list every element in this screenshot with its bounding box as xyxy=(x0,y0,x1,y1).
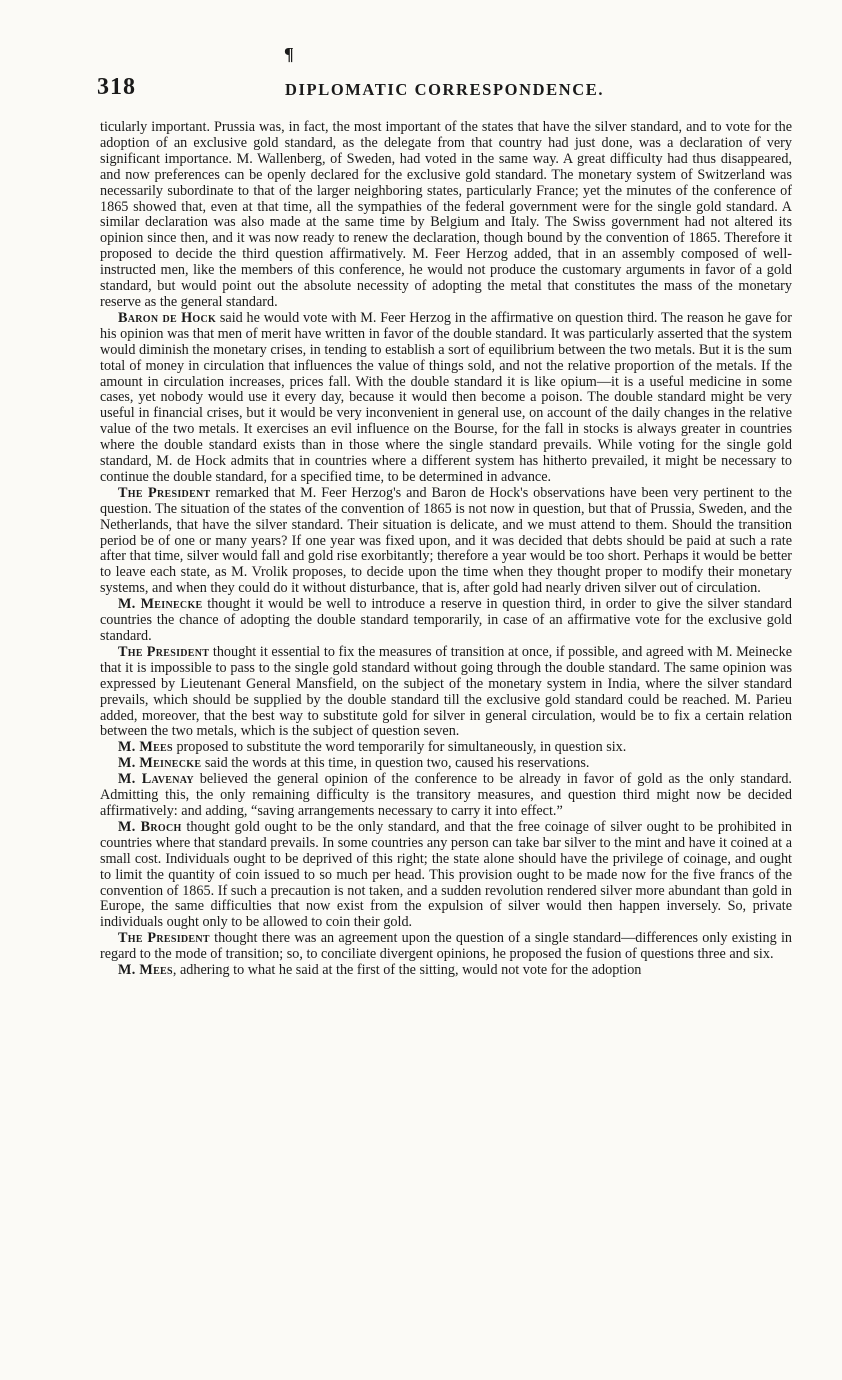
paragraph xyxy=(100,486,792,597)
paragraph xyxy=(100,931,792,963)
paragraph xyxy=(100,597,792,645)
paragraph xyxy=(100,772,792,820)
paragraph-text: proposed to substitute the word temporarily for simultaneously, in question six. xyxy=(172,739,627,756)
speaker-name: Baron de Hock xyxy=(118,309,217,326)
paragraph-text: ticularly important. Prussia was, in fact, the most important of the states that have the silver standard, and to vote for the adoption of an exclusive gold standard, as the delegate from that country had just done, was a declaration of very significant importance. M. Wallenberg, of Sweden, had voted in the same way. A great difficulty had thus disappeared, and now preferences can be openly declared for the exclusive gold standard. The monetary system of Switzerland was necessarily subordinate to that of the larger neighboring states, particularly France; yet the minutes of the conference of 1865 showed that, even at that time, all the sympathies of the federal government were for the single gold standard. A similar declaration was also made at the same time by Belgium and Italy. The Swiss government had not altered its opinion since then, and it was now ready to renew the declaration, though bound by the convention of 1865. Therefore it proposed to decide the third question affirmatively. M. Feer Herzog added, that in an assembly composed of well-instructed men, like the members of this conference, he would not produce the customary arguments in favor of a gold standard, but would point out the absolute necessity of adopting the metal that constitutes the mass of the monetary reserve as the general standard. xyxy=(100,119,792,310)
paragraph-text: , adhering to what he said at the first of the sitting, would not vote for the adoption xyxy=(172,962,642,979)
running-title: DIPLOMATIC CORRESPONDENCE. xyxy=(285,80,605,99)
speaker-name: M. Broch xyxy=(118,818,182,835)
speaker-name: M. Mees xyxy=(118,962,173,979)
speaker-name: The President xyxy=(118,643,210,660)
page-header xyxy=(97,74,797,108)
paragraph-text: thought there was an agreement upon the question of a single standard—differences only existing in regard to the mode of transition; so, to conciliate divergent opinions, he proposed the fusion of questions three and six. xyxy=(100,930,793,963)
paragraph xyxy=(100,740,792,756)
paragraph xyxy=(100,645,792,740)
paragraph-text: thought it essential to fix the measures of transition at once, if possible, and agreed with M. Meinecke that it is impossible to pass to the single gold standard without going through the double standard. The same opinion was expressed by Lieutenant General Mansfield, on the subject of the monetary system in India, where the silver standard prevails, which should be supplied by the double standard till the exclusive gold standard could be reached. M. Parieu added, moreover, that the best way to substitute gold for silver in general circulation, would be to fix a certain relation between the two metals, which is the subject of question seven. xyxy=(100,643,792,740)
speaker-name: M. Lavenay xyxy=(118,771,194,788)
speaker-name: M. Meinecke xyxy=(118,596,203,613)
paragraph xyxy=(100,963,792,979)
paragraph xyxy=(100,820,792,931)
speaker-name: The President xyxy=(118,484,211,501)
paragraph xyxy=(100,120,792,311)
speaker-name: The President xyxy=(118,930,210,947)
paragraph-text: believed the general opinion of the conference to be already in favor of gold as the only standard. Admitting this, the only remaining difficulty is the transitory measures, and question third might now be decided affirmatively: and adding, “saving arrangements necessary to carry it into effect.” xyxy=(100,771,792,819)
paragraph-text: thought it would be well to introduce a reserve in question third, in order to give the silver standard countries the chance of adopting the double standard temporarily, in case of an affirmative vote for the exclusive gold standard. xyxy=(100,596,792,644)
speaker-name: M. Mees xyxy=(118,739,173,756)
body-text xyxy=(100,120,792,979)
paragraph-text: thought gold ought to be the only standard, and that the free coinage of silver ought to be prohibited in countries where that standard prevails. In some countries any person can take bar silver to the mint and have it coined at a small cost. Individuals ought to be deprived of this right; the state alone should have the privilege of coinage, and ought to limit the quantity of coin issued to so much per head. This provision ought to be made now for the five francs of the convention of 1865. If such a precaution is not taken, and a sudden revolution rendered silver more abundant than gold in Europe, the same difficulties that now exist from the expulsion of silver would then happen inversely. So, private individuals ought only to be allowed to coin their gold. xyxy=(100,818,792,931)
paragraph-text: said he would vote with M. Feer Herzog in the affirmative on question third. The reason he gave for his opinion was that men of merit have written in favor of the double standard. It was particularly asserted that the system would diminish the monetary crises, in tending to establish a sort of equilibrium between the two metals. But it is the sum total of money in circulation that influences the value of things sold, and not the relative proportion of the metals. If the amount in circulation increases, prices fall. With the double standard it is like opium—it is a useful medicine in some cases, yet nobody would use it every day, because it would then become a poison. The double standard might be very useful in financial crises, but it would be very inconvenient in general use, on account of the daily changes in the relative value of the two metals. It exercises an evil influence on the Bourse, for the fall in stocks is always greater in countries where the double standard exists than in those where the single standard prevails. While voting for the single gold standard, M. de Hock admits that in countries where a different system has hitherto prevailed, it might be necessary to continue the double standard, for a specified time, to be determined in advance. xyxy=(100,309,792,485)
speaker-name: M. Meinecke xyxy=(118,755,202,772)
paragraph xyxy=(100,756,792,772)
margin-mark: ¶ xyxy=(284,44,294,64)
paragraph-text: remarked that M. Feer Herzog's and Baron de Hock's observations have been very pertinent to the question. The situation of the states of the convention of 1865 is not now in question, but that of Prussia, Sweden, and the Netherlands, that have the silver standard. Their situation is delicate, and we must attend to them. Should the transition period be of one or many years? If one year was fixed upon, and it was decided that debts should be paid at such a rate after that time, silver would fall and gold rise exorbitantly; therefore a year would be too short. Perhaps it would be better to leave each state, as M. Vrolik proposes, to decide upon the time when they thought proper to modify their monetary systems, and when they could do it without disturbance, that is, after gold had nearly driven silver out of circulation. xyxy=(100,484,792,597)
paragraph-text: said the words at this time, in question two, caused his reservations. xyxy=(201,755,590,772)
paragraph xyxy=(100,311,792,486)
page-number: 318 xyxy=(97,74,136,100)
